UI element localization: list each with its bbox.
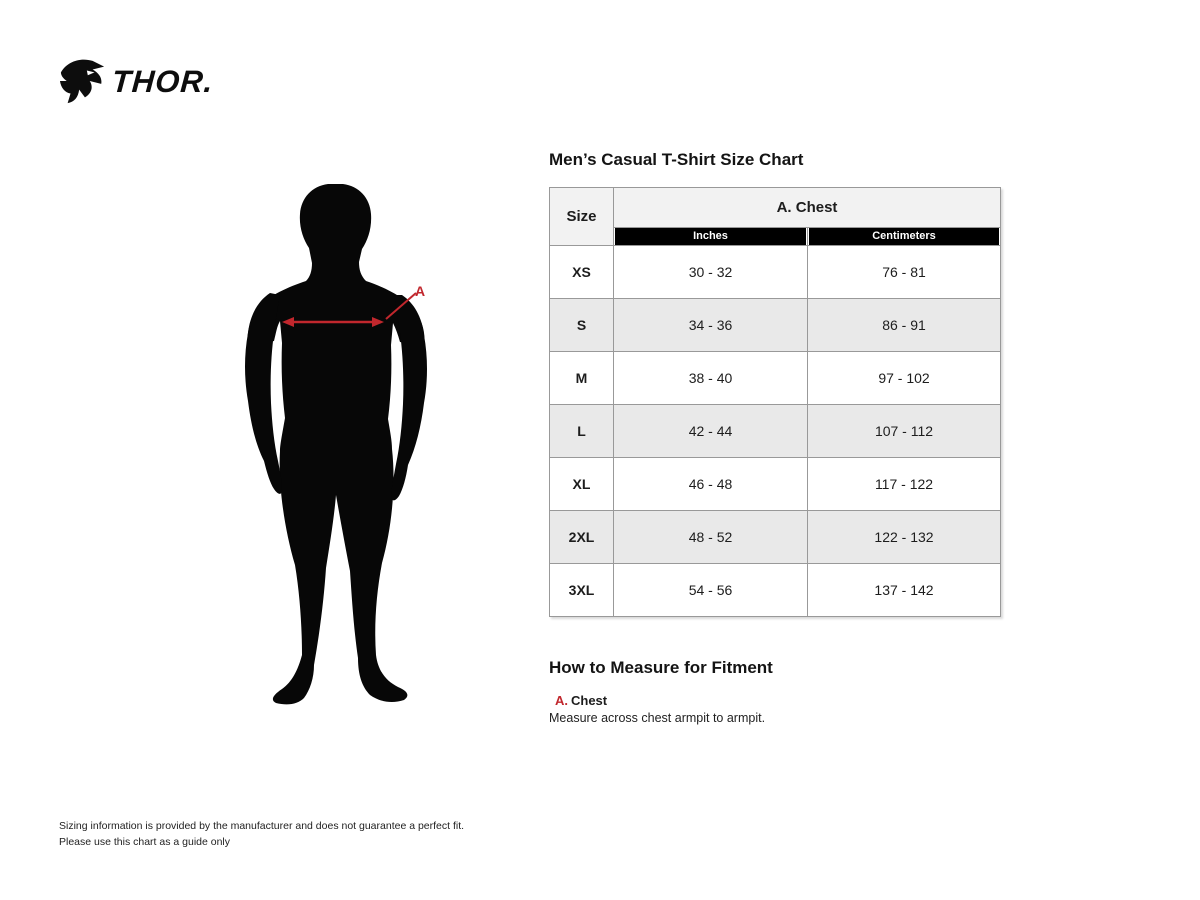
size-cell: L [550, 405, 614, 458]
inches-cell: 46 - 48 [614, 458, 808, 511]
measure-item-name: Chest [571, 693, 608, 708]
disclaimer-line-1: Sizing information is provided by the manufacturer and does not guarantee a perfect fit. [59, 820, 465, 832]
size-cell: 3XL [550, 564, 614, 617]
table-row [550, 511, 1001, 564]
size-cell: XS [550, 246, 614, 299]
centimeters-cell: 107 - 112 [808, 405, 1001, 458]
table-row [550, 352, 1001, 405]
measure-item-chest [555, 693, 607, 708]
size-cell: S [550, 299, 614, 352]
centimeters-cell: 97 - 102 [808, 352, 1001, 405]
centimeters-cell: 137 - 142 [808, 564, 1001, 617]
centimeters-cell: 76 - 81 [808, 246, 1001, 299]
size-cell: XL [550, 458, 614, 511]
brand-logo [58, 58, 213, 106]
centimeters-cell: 117 - 122 [808, 458, 1001, 511]
inches-cell: 34 - 36 [614, 299, 808, 352]
male-silhouette-figure [240, 183, 440, 708]
inches-cell: 42 - 44 [614, 405, 808, 458]
table-row [550, 299, 1001, 352]
disclaimer-line-2: Please use this chart as a guide only [59, 836, 231, 849]
size-cell: M [550, 352, 614, 405]
table-row [550, 564, 1001, 617]
centimeters-cell: 86 - 91 [808, 299, 1001, 352]
table-row [550, 246, 1001, 299]
inches-cell: 48 - 52 [614, 511, 808, 564]
disclaimer-text [59, 818, 464, 851]
horned-head-icon [58, 58, 108, 106]
column-header-centimeters-cell [808, 228, 1001, 246]
size-chart-table [549, 187, 1001, 617]
column-header-centimeters: Centimeters [809, 228, 999, 245]
measure-guide-title: How to Measure for Fitment [549, 658, 773, 677]
inches-cell: 38 - 40 [614, 352, 808, 405]
table-row [550, 405, 1001, 458]
size-cell: 2XL [550, 511, 614, 564]
measure-item-description: Measure across chest armpit to armpit. [549, 711, 766, 725]
size-chart-title: Men’s Casual T-Shirt Size Chart [549, 150, 804, 169]
inches-cell: 30 - 32 [614, 246, 808, 299]
column-header-chest: A. Chest [614, 188, 1001, 228]
inches-cell: 54 - 56 [614, 564, 808, 617]
centimeters-cell: 122 - 132 [808, 511, 1001, 564]
chest-marker-label: A [415, 283, 426, 299]
brand-logo-text: THOR. [110, 64, 215, 99]
table-row [550, 458, 1001, 511]
column-header-inches-cell [614, 228, 808, 246]
measure-item-letter: A. [555, 693, 568, 708]
column-header-size: Size [550, 188, 614, 246]
column-header-inches: Inches [615, 228, 806, 245]
